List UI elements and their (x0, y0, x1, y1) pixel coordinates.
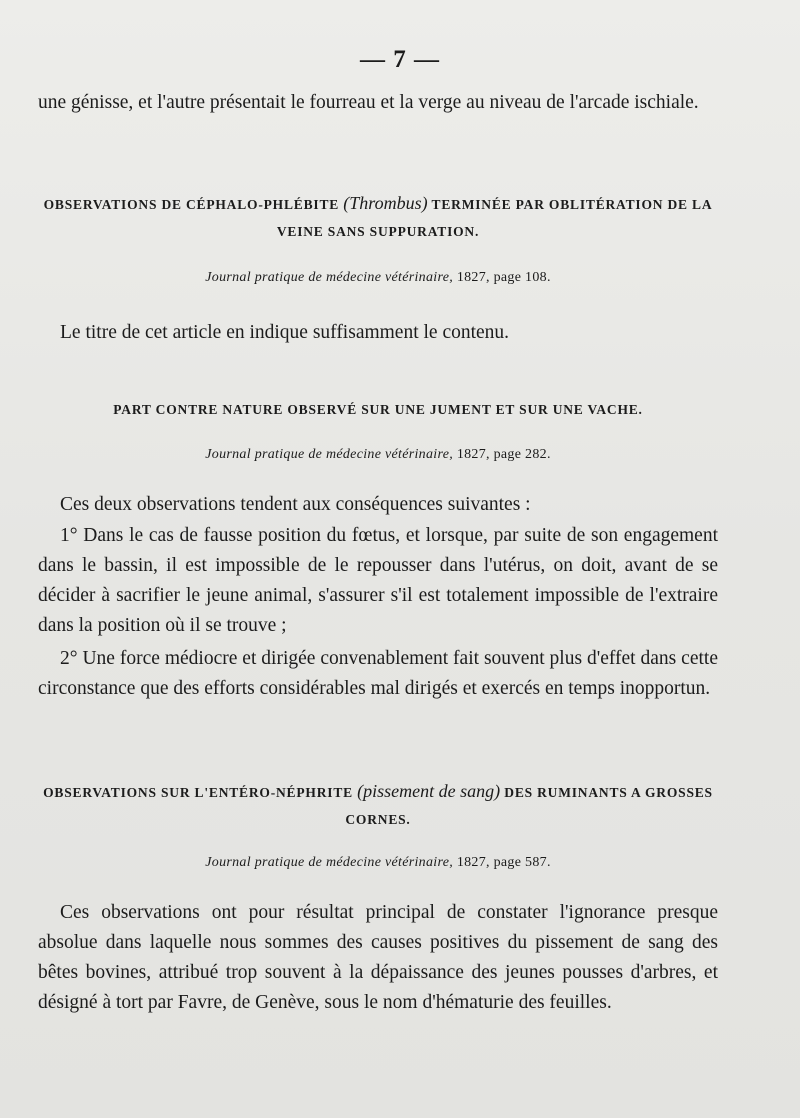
journal-title: Journal pratique de médecine vétérinaire, (205, 447, 454, 462)
section-heading-part-contre-nature: PART CONTRE NATURE OBSERVÉ SUR UNE JUMENT ET SUR UNE VACHE. (113, 402, 643, 417)
section-heading-entero-nephrite (38, 778, 718, 833)
consequence-item-2: 2° Une force médiocre et dirigée convenablement fait souvent plus d'effet dans cette circonstance que des efforts considérables mal dirigés et exercés en temps inopportun. (38, 648, 718, 699)
journal-year-page: 1827, page 587. (453, 855, 551, 870)
journal-year-page: 1827, page 282. (453, 447, 551, 462)
section-heading-cephalo-phlebite (38, 190, 718, 245)
journal-reference (38, 270, 718, 286)
journal-reference (38, 447, 718, 463)
consequence-item-1: 1° Dans le cas de fausse position du fœtus, et lorsque, par suite de son engagement dans le bassin, il est impossible de le repousser dans l'utérus, on doit, avant de se décider à sacrifier le jeune animal, s'assurer s'il est totalement impossible de l'extraire dans la position où il se trouve ; (38, 525, 718, 636)
section-body: Ces observations ont pour résultat principal de constater l'ignorance presque absolue dans laquelle nous sommes des causes positives du pissement de sang des bêtes bovines, attribué trop souvent à la dépaissance des jeunes pousses d'arbres, et désigné à tort par Favre, de Genève, sous le nom d'hématurie des feuilles. (38, 902, 718, 1013)
paragraph-continuation: une génisse, et l'autre présentait le fourreau et la verge au niveau de l'arcade ischiale. (38, 92, 699, 113)
heading-term: (pissement de sang) (357, 781, 501, 801)
journal-title: Journal pratique de médecine vétérinaire, (205, 855, 454, 870)
journal-title: Journal pratique de médecine vétérinaire, (205, 270, 454, 285)
heading-text: OBSERVATIONS DE CÉPHALO-PHLÉBITE (43, 197, 340, 212)
heading-text: DES RUMINANTS A GROSSES CORNES. (345, 785, 713, 827)
section-intro: Ces deux observations tendent aux conséquences suivantes : (60, 494, 531, 515)
section-body: Le titre de cet article en indique suffisamment le contenu. (60, 322, 510, 343)
heading-text: OBSERVATIONS SUR L'ENTÉRO-NÉPHRITE (43, 785, 353, 800)
journal-year-page: 1827, page 108. (453, 270, 551, 285)
heading-term: (Thrombus) (343, 193, 428, 213)
heading-text: TERMINÉE PAR OBLITÉRATION DE LA VEINE SANS SUPPURATION. (276, 197, 713, 239)
page-number: — 7 — (360, 46, 440, 73)
journal-reference (38, 855, 718, 871)
